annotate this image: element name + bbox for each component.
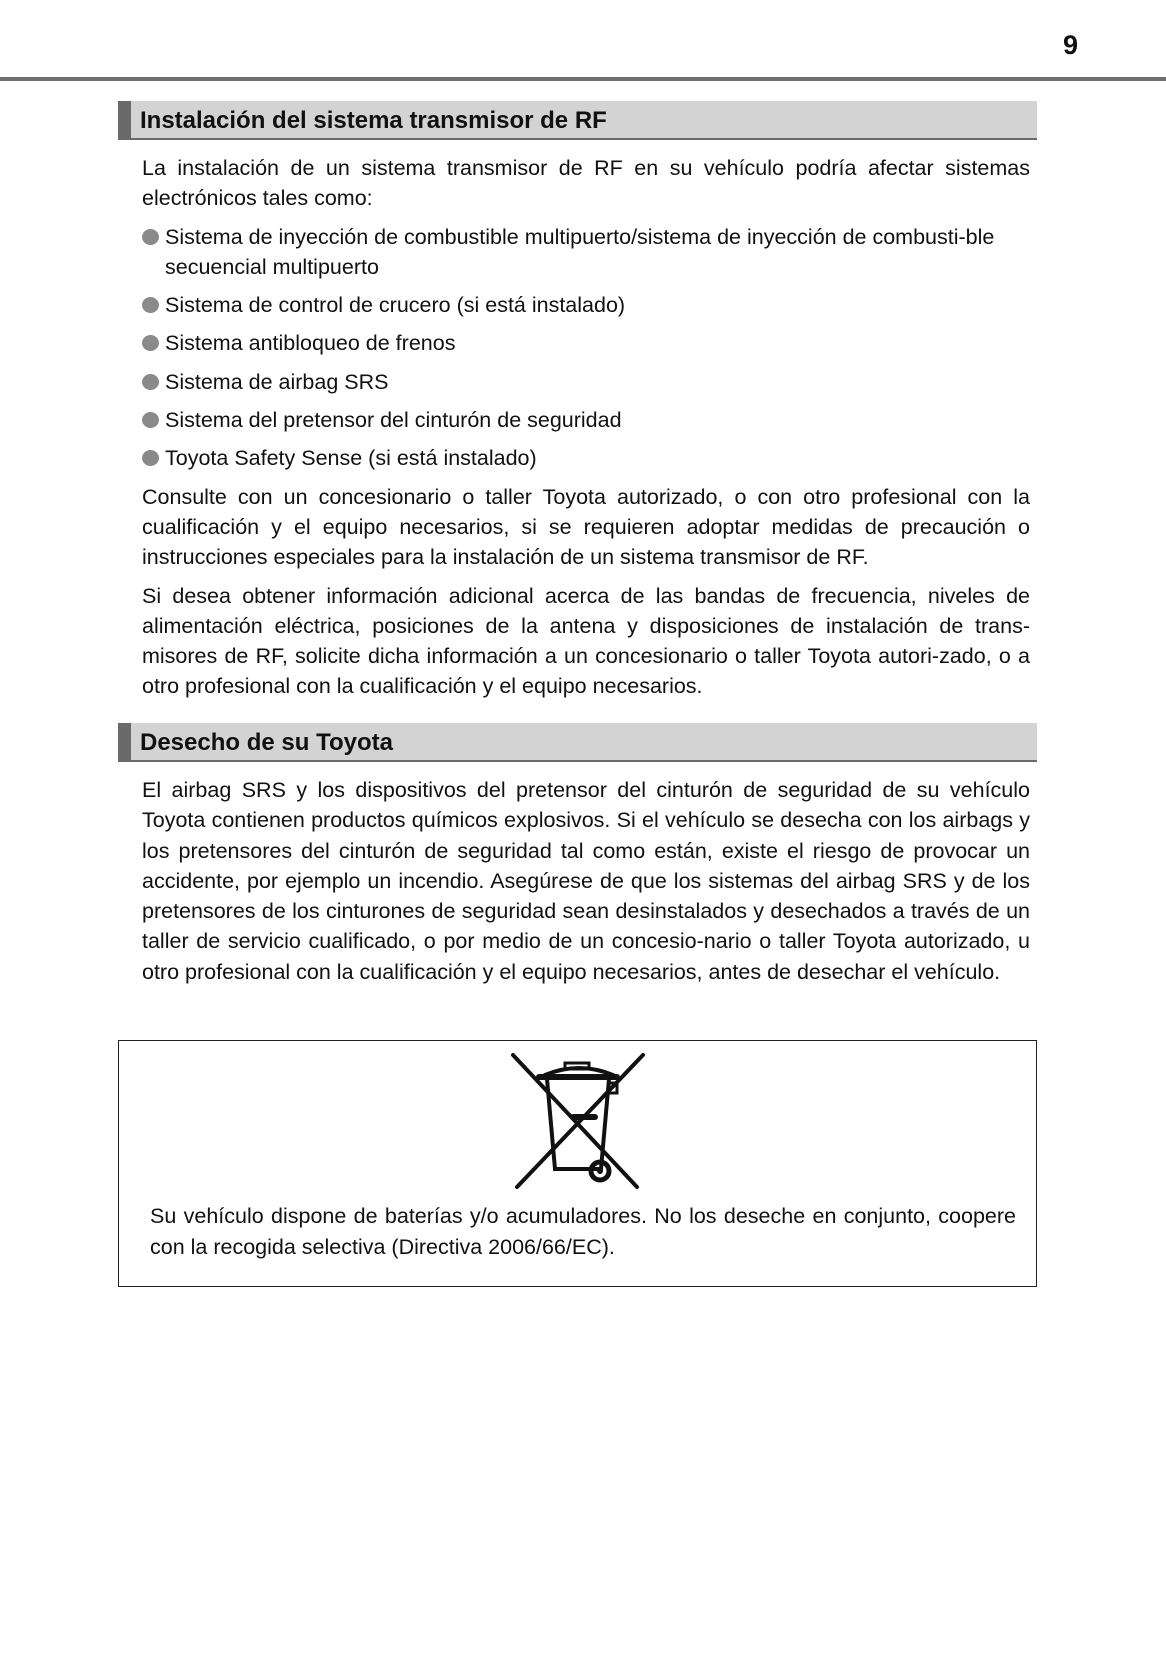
list-item: Sistema antibloqueo de frenos [142,328,1030,358]
battery-notice-text: Su vehículo dispone de baterías y/o acumuladores. No los deseche en conjunto, coopere con la recogida selectiva (Directiva 2006/66/EC). [150,1204,1016,1259]
list-item: Sistema de airbag SRS [142,367,1030,397]
list-item: Toyota Safety Sense (si está instalado) [142,443,1030,473]
section-body-disposal [142,775,1030,995]
section-title: Desecho de su Toyota [140,729,393,756]
section-body-rf [142,153,1030,710]
paragraph: Consulte con un concesionario o taller Toyota autorizado, o con otro profesional con la cualificación y el equipo necesarios, si se requieren adoptar medidas de precaución o instrucciones especiales para la instalación de un sistema transmisor de RF. [142,484,1030,570]
bullet-icon [142,297,159,313]
paragraph: El airbag SRS y los dispositivos del pretensor del cinturón de seguridad de su vehículo Toyota contienen productos químicos explosivos. Si el vehículo se desecha con los airbags y los pretensores del cinturón de seguridad tal como están, existe el riesgo de provocar un accidente, por ejemplo un incendio. Asegúrese de que los sistemas del airbag SRS y de los pretensores de los cinturones de seguridad sean desinstalados y desechados a través de un taller de servicio cualificado, o por medio de un concesio-nario o taller Toyota autorizado, u otro profesional con la cualificación y el equipo necesarios, antes de desechar el vehículo. [142,778,1030,984]
list-item: Sistema del pretensor del cinturón de seguridad [142,405,1030,435]
list-item: Sistema de control de crucero (si está instalado) [142,290,1030,320]
intro-paragraph: La instalación de un sistema transmisor de RF en su vehículo podría afectar sistemas electrónicos tales como: [142,156,1030,211]
header-rule [0,77,1166,81]
bullet-icon [142,450,159,466]
battery-notice-box [118,1040,1037,1287]
list-item: Sistema de inyección de combustible multipuerto/sistema de inyección de combusti-ble secuencial multipuerto [142,222,1030,283]
bullet-icon [142,412,159,428]
section-title: Instalación del sistema transmisor de RF [140,107,607,134]
paragraph: Si desea obtener información adicional acerca de las bandas de frecuencia, niveles de alimentación eléctrica, posiciones de la antena y disposiciones de instalación de trans-misores de RF, solicite dicha información a un concesionario o taller Toyota autori-zado, o a otro profesional con la cualificación y el equipo necesarios. [142,583,1030,699]
bullet-icon [142,335,159,351]
page-number: 9 [1062,30,1078,60]
crossed-out-wheelie-bin-icon [509,1049,649,1191]
section-heading-disposal [118,723,1037,762]
bullet-icon [142,374,159,390]
section-heading-rf [118,101,1037,140]
bullet-icon [142,229,159,245]
